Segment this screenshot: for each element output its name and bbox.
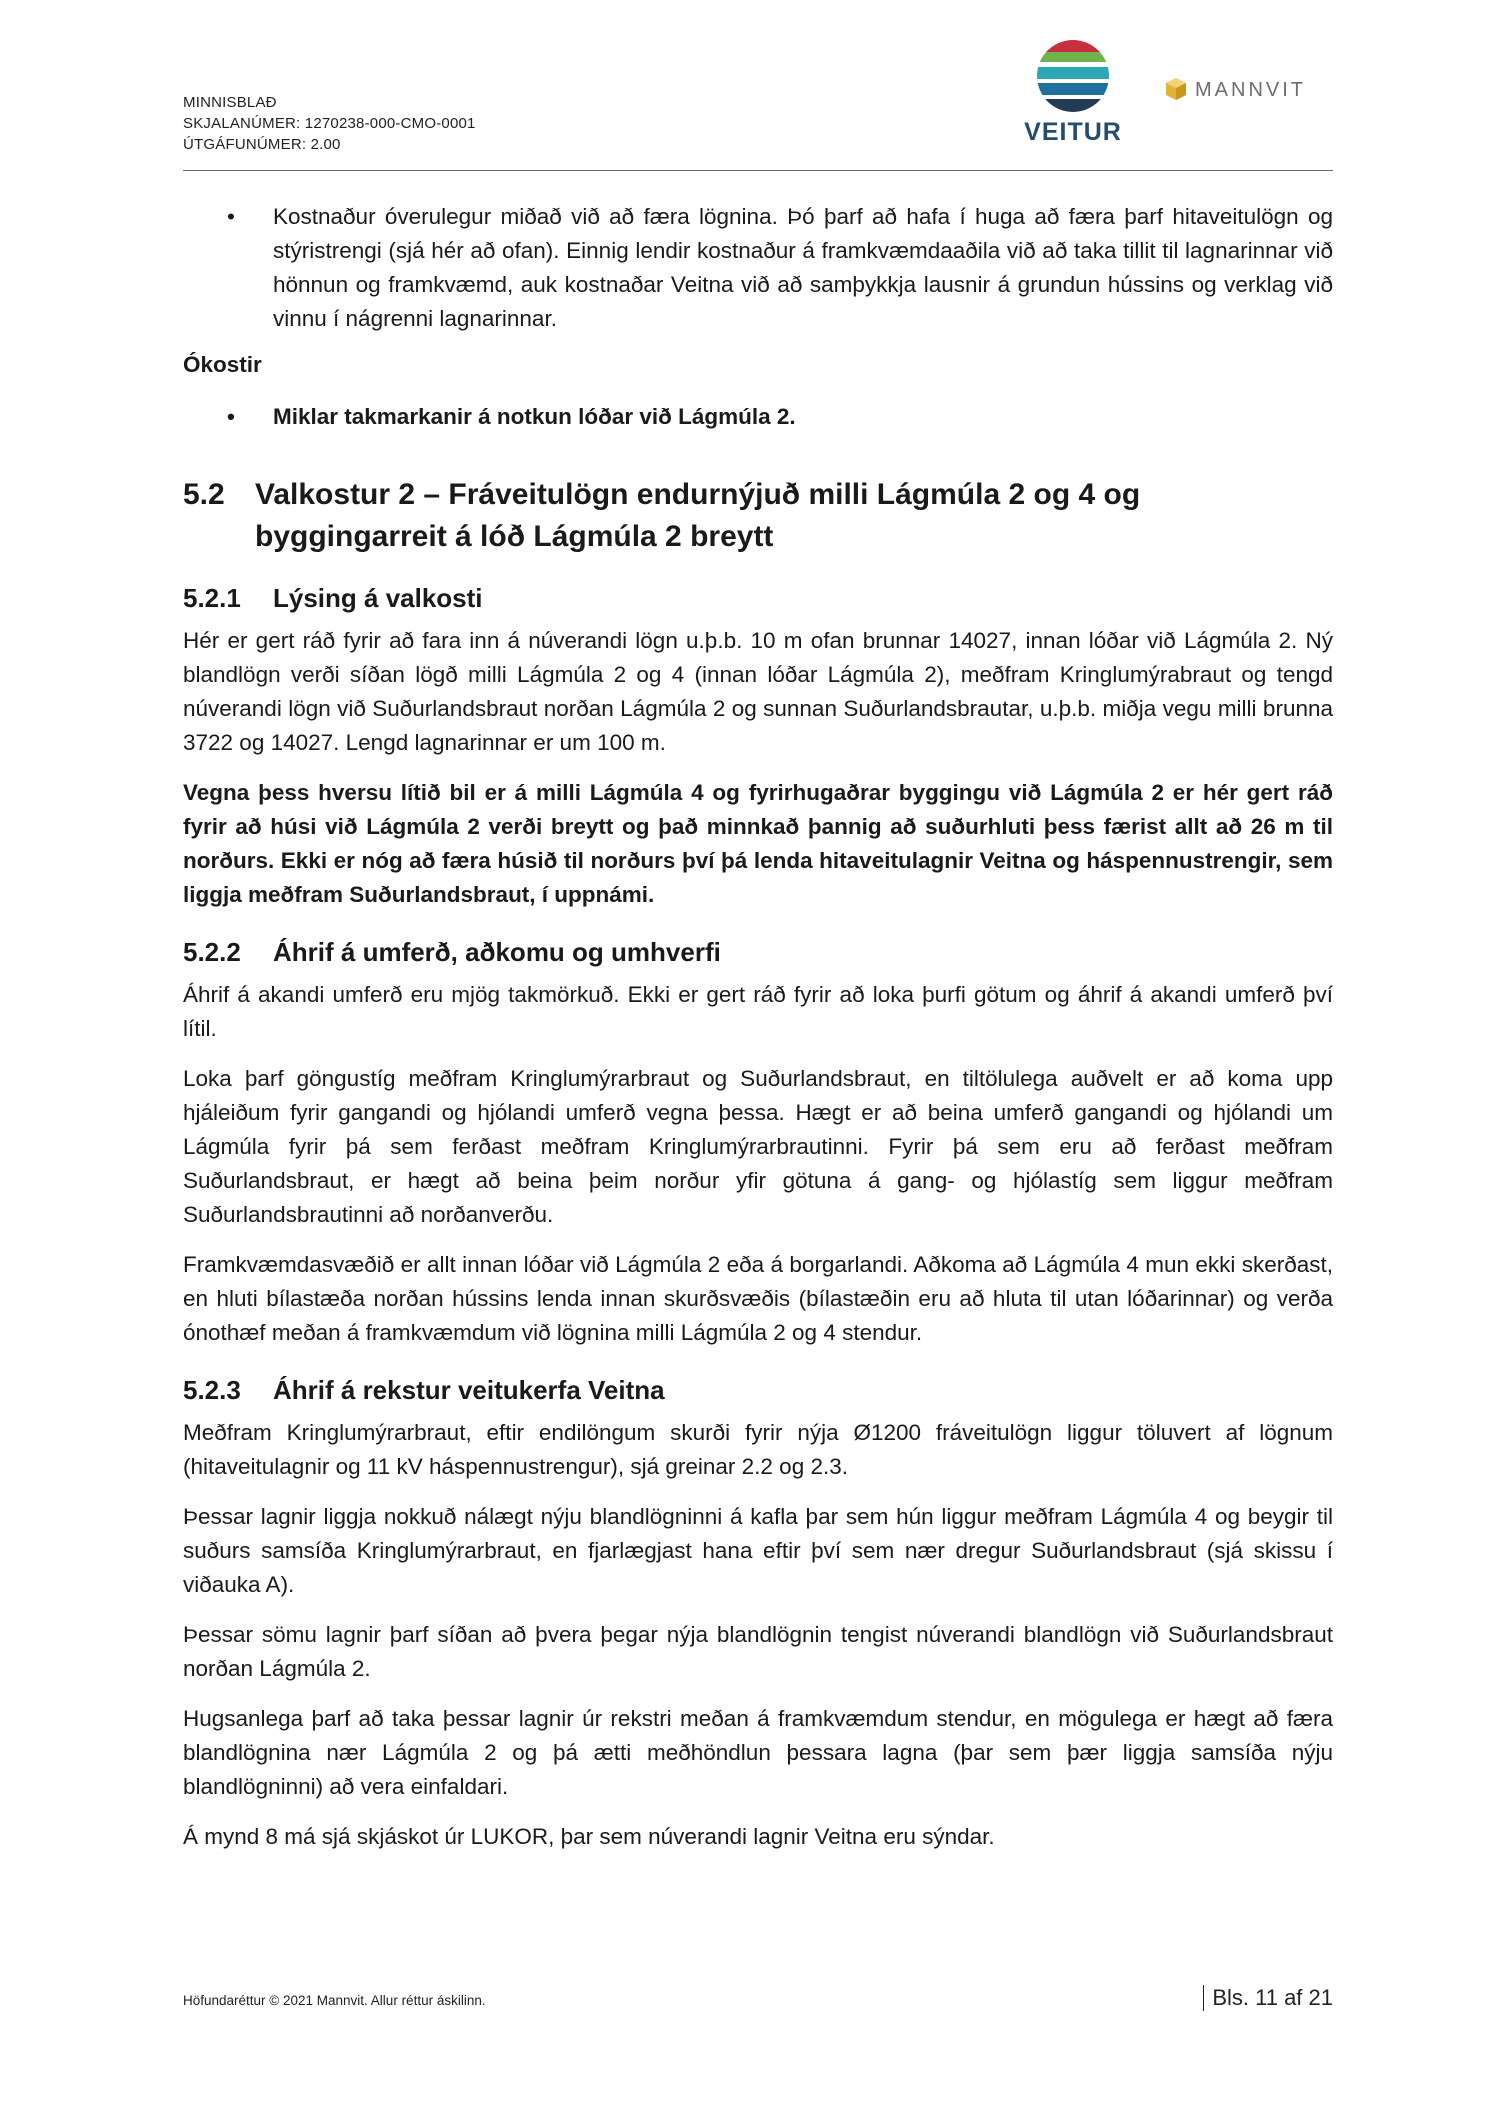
bullet-icon: •: [227, 404, 235, 429]
section-heading-5-2-1: 5.2.1 Lýsing á valkosti: [183, 583, 483, 613]
paragraph: Hér er gert ráð fyrir að fara inn á núverandi lögn u.þ.b. 10 m ofan brunnar 14027, innan lóðar við Lágmúla 2. Ný blandlögn verði síðan lögð milli Lágmúla 2 og 4 (innan lóðar Lágmúla 2), meðfram Kringlumýrabraut og tengd núverandi lögn við Suðurlandsbraut norðan Lágmúla 2 og sunnan Suðurlandsbrautar, u.þ.b. miðja vegu milli brunna 3722 og 14027. Lengd lagnarinnar er um 100 m.: [183, 628, 1333, 755]
mannvit-wordmark: MANNVIT: [1195, 79, 1306, 101]
paragraph: Framkvæmdasvæðið er allt innan lóðar við Lágmúla 2 eða á borgarlandi. Aðkoma að Lágmúla 4 mun ekki skerðast, en hluti bílastæða norðan hússins lenda innan skurðsvæðis (bílastæðin eru að hluta til utan lóðarinnar) og verða ónothæf meðan á framkvæmdum við lögnina milli Lágmúla 2 og 4 stendur.: [183, 1252, 1333, 1345]
paragraph: Loka þarf göngustíg meðfram Kringlumýrarbraut og Suðurlandsbraut, en tiltölulega auðvelt er að koma upp hjáleiðum fyrir gangandi og hjólandi umferð vegna þessa. Hægt er að beina umferð gangandi og hjólandi um Lágmúla fyrir þá sem ferðast meðfram Kringlumýrarbrautinni. Fyrir þá sem eru að ferðast meðfram Suðurlandsbraut, er hægt að beina þeim norður yfir götuna á gang- og hjólastíg sem liggur meðfram Suðurlandsbrautinni að norðanverðu.: [183, 1066, 1333, 1227]
list-item: • Miklar takmarkanir á notkun lóðar við Lágmúla 2.: [183, 400, 1333, 434]
list-item: • Kostnaður óverulegur miðað við að færa lögnina. Þó þarf að hafa í huga að færa þarf hitaveitulögn og stýristrengi (sjá hér að ofan). Einnig lendir kostnaður á framkvæmdaaðila við að taka tillit til lagnarinnar við hönnun og framkvæmd, auk kostnaðar Veitna við að samþykkja lausnir á grundun hússins og verklag við vinnu í nágrenni lagnarinnar.: [183, 200, 1333, 336]
section-heading-5-2-3: 5.2.3 Áhrif á rekstur veitukerfa Veitna: [183, 1375, 665, 1405]
paragraph: Á mynd 8 má sjá skjáskot úr LUKOR, þar sem núverandi lagnir Veitna eru sýndar.: [183, 1824, 995, 1849]
bullet-list: [183, 400, 1333, 434]
project-number: SKJALANÚMER: 1270238-000-CMO-0001: [183, 115, 476, 132]
header-meta: [183, 92, 476, 155]
copyright-text: Höfundaréttur © 2021 Mannvit. Allur réttur áskilinn.: [183, 1993, 486, 2008]
bullet-icon: •: [227, 204, 235, 229]
page-header: [183, 79, 1333, 171]
paragraph: Hugsanlega þarf að taka þessar lagnir úr rekstri meðan á framkvæmdum stendur, en mögulega er hægt að færa blandlögnina nær Lágmúla 2 og þá ætti meðhöndlun þessara lagna (þar sem þær liggja samsíða nýju blandlögninni) að vera einfaldari.: [183, 1706, 1333, 1799]
section-heading-5-2-2: 5.2.2 Áhrif á umferð, aðkomu og umhverfi: [183, 937, 721, 967]
page-number: Bls. 11 af 21: [1203, 1985, 1333, 2011]
paragraph-bold: Vegna þess hversu lítið bil er á milli Lágmúla 4 og fyrirhugaðrar byggingu við Lágmúla 2 er hér gert ráð fyrir að húsi við Lágmúla 2 verði breytt og það minnkað þannig að suðurhluti þess færist allt að 26 m til norðurs. Ekki er nóg að færa húsið til norðurs því þá lenda hitaveitulagnir Veitna og háspennustrengir, sem liggja meðfram Suðurlandsbraut, í uppnámi.: [183, 780, 1333, 907]
paragraph: Meðfram Kringlumýrarbraut, eftir endilöngum skurði fyrir nýja Ø1200 fráveitulögn liggur töluvert af lögnum (hitaveitulagnir og 11 kV háspennustrengur), sjá greinar 2.2 og 2.3.: [183, 1420, 1333, 1479]
doc-type: MINNISBLAÐ: [183, 94, 277, 111]
section-heading-5-2: 5.2 Valkostur 2 – Fráveitulögn endurnýjuð milli Lágmúla 2 og 4 og byggingarreit á lóð Lágmúla 2 breytt: [183, 478, 1141, 553]
veitur-wordmark: VEITUR: [1024, 118, 1122, 146]
document-body: [183, 200, 1333, 1870]
paragraph: Þessar lagnir liggja nokkuð nálægt nýju blandlögninni á kafla þar sem hún liggur meðfram Lágmúla 4 og beygir til suðurs samsíða Kringlumýrarbraut, en fjarlægjast hana eftir því sem nær dregur Suðurlandsbraut (sjá skissu í viðauka A).: [183, 1504, 1333, 1597]
paragraph: Þessar sömu lagnir þarf síðan að þvera þegar nýja blandlögnin tengist núverandi blandlögn við Suðurlandsbraut norðan Lágmúla 2.: [183, 1622, 1333, 1681]
paragraph: Áhrif á akandi umferð eru mjög takmörkuð. Ekki er gert ráð fyrir að loka þurfi götum og áhrif á akandi umferð því lítil.: [183, 982, 1333, 1041]
bullet-list: [183, 200, 1333, 336]
okostir-label: Ókostir: [183, 352, 262, 377]
issue-number: ÚTGÁFUNÚMER: 2.00: [183, 136, 341, 153]
